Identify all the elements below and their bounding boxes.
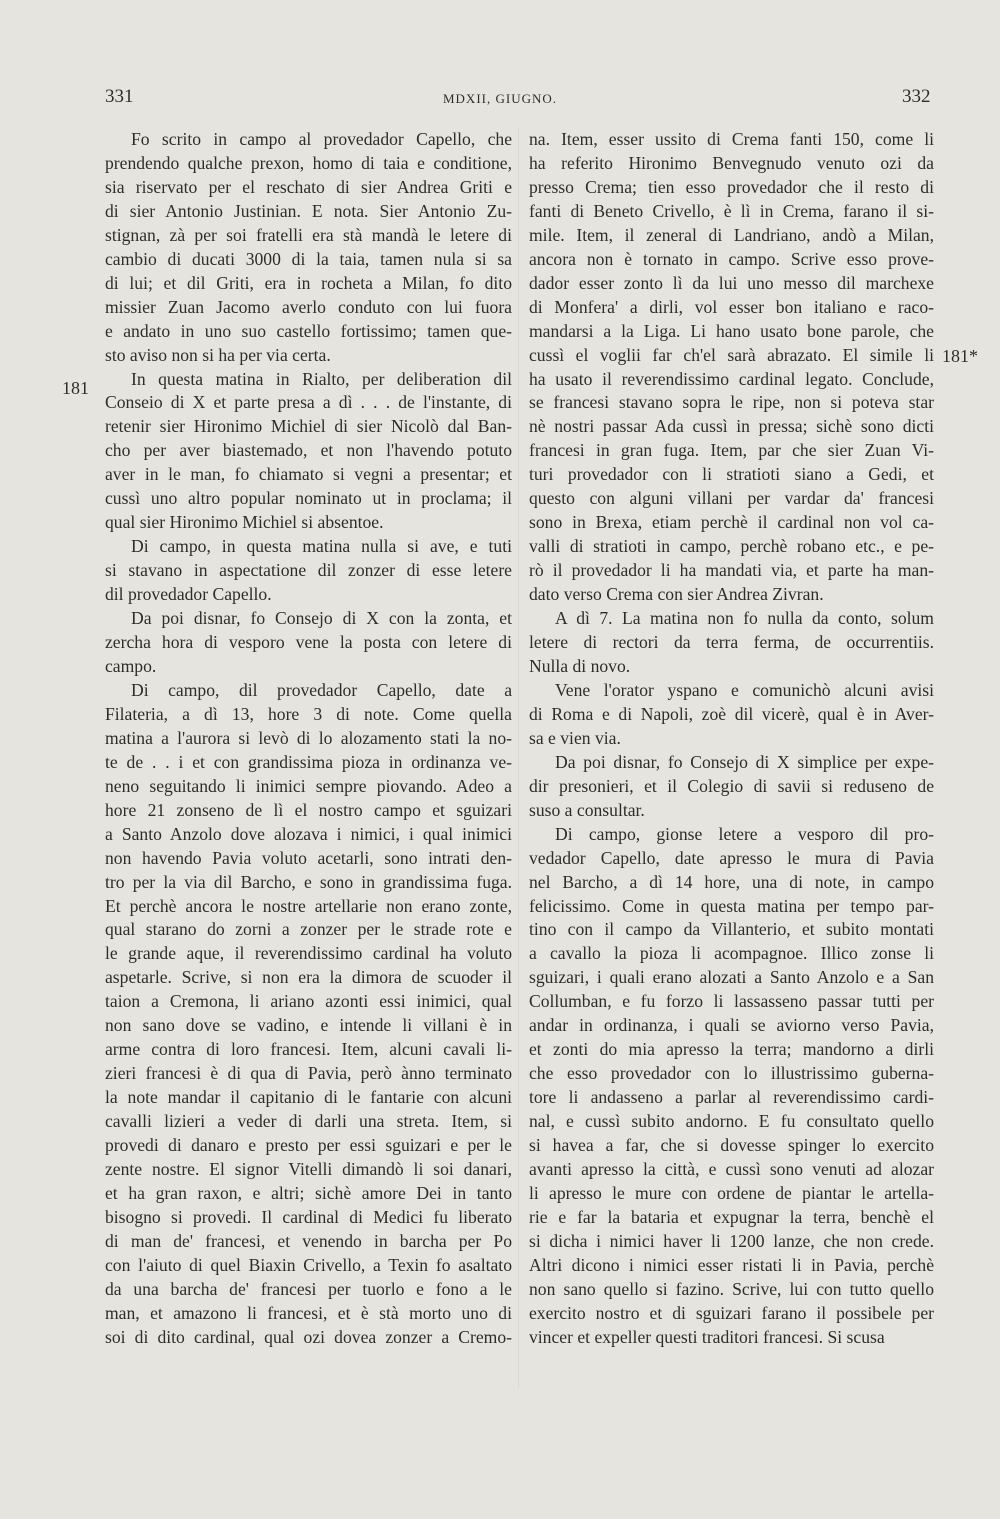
text-line: ha usato il reverendissimo cardinal legato. Conclude, xyxy=(529,368,934,389)
text-line: qual sier Hironimo Michiel si absentoe. xyxy=(105,512,384,533)
text-line: matina a l'aurora si levò di lo alozamento stati la no- xyxy=(105,727,512,748)
text-line: a Santo Anzolo dove alozava i nimici, i qual inimici xyxy=(105,823,512,844)
text-line: campo. xyxy=(105,655,157,676)
text-line: dato verso Crema con sier Andrea Zivran. xyxy=(529,584,824,605)
margin-note-right: 181* xyxy=(942,346,978,366)
text-line: Altri dicono i nimici esser ristati li in Pavia, perchè xyxy=(529,1254,934,1275)
text-line: rie e far la bataria et expugnar la terra, benchè el xyxy=(529,1206,934,1227)
text-line: vincer et expeller questi traditori francesi. Si scusa xyxy=(529,1326,885,1347)
text-line: tino con il campo da Villanterio, et subito montati xyxy=(529,919,934,940)
text-line: francesi in gran fuga. Item, par che sier Zuan Vi- xyxy=(529,440,934,461)
text-line: cavalli lizieri a veder di darli una streta. Item, si xyxy=(105,1111,512,1132)
text-line: Di campo, in questa matina nulla si ave, e tuti xyxy=(131,536,512,557)
text-line: non sano dove se vadino, e intende li villani è in xyxy=(105,1015,512,1036)
text-line: non havendo Pavia voluto acetarli, sono intrati den- xyxy=(105,847,512,868)
text-line: et ha gran raxon, e altri; sichè amore Dei in tanto xyxy=(105,1182,512,1203)
text-line: di Monfera' a dirli, vol esser bon italiano e raco- xyxy=(529,296,934,317)
text-line: mandarsi a la Liga. Li hano usato bone parole, che xyxy=(529,320,934,341)
text-line: exercito nostro et di sguizari farano il possibele per xyxy=(529,1302,934,1323)
text-line: In questa matina in Rialto, per deliberation dil xyxy=(131,368,512,389)
text-line: hore 21 zonseno de lì el nostro campo et sguizari xyxy=(105,799,512,820)
text-line: man, et amazono li francesi, et è stà morto uno di xyxy=(105,1302,512,1323)
text-line: sa e vien via. xyxy=(529,727,621,748)
text-line: non sano quello si fazino. Scrive, lui con tutto quello xyxy=(529,1278,934,1299)
text-line: aver in le man, fo chiamato si vegni a presentar; et xyxy=(105,464,512,485)
text-line: di man de' francesi, et venendo in barcha per Po xyxy=(105,1230,512,1251)
running-head: MDXII, GIUGNO. xyxy=(442,91,557,106)
text-line: nel Barcho, a dì 14 hore, una di note, in campo xyxy=(529,871,934,892)
text-line: ancora non è tornato in campo. Scrive esso prove- xyxy=(529,248,934,269)
text-line: si havea a far, che si dovesse spinger lo exercito xyxy=(529,1135,934,1156)
text-line: arme contra di loro francesi. Item, alcuni cavali li- xyxy=(105,1039,512,1060)
text-line: letere di rectori da terra ferma, de occurrentiis. xyxy=(529,632,934,653)
text-line: Di campo, gionse letere a vesporo dil pro- xyxy=(555,823,934,844)
text-line: Filateria, a dì 13, hore 3 di note. Come quella xyxy=(105,703,512,724)
text-line: cussì el voglii far ch'el sarà abrazato. El simile li xyxy=(529,344,934,365)
text-line: di sier Antonio Justinian. E nota. Sier Antonio Zu- xyxy=(105,200,512,221)
text-line: li apresso le mure con ordene de piantar le artella- xyxy=(529,1182,934,1203)
text-line: Collumban, e fu forzo li lassasseno passar tutti per xyxy=(529,991,934,1012)
text-line: Da poi disnar, fo Consejo di X simplice per expe- xyxy=(555,751,934,772)
text-line: tro per la via dil Barcho, e sono in grandissima fuga. xyxy=(105,871,512,892)
text-line: felicissimo. Come in questa matina per tempo par- xyxy=(529,895,934,916)
text-line: na. Item, esser ussito di Crema fanti 150, come li xyxy=(529,129,934,149)
text-line: fanti di Beneto Crivello, è lì in Crema, farano il si- xyxy=(529,200,934,221)
text-line: di lui; et dil Griti, era in rocheta a Milan, fo dito xyxy=(105,272,512,293)
text-line: stignan, zà per soi fratelli era stà mandà le letere di xyxy=(105,224,512,245)
text-line: a cavallo la pioza li acompagnoe. Illico zonse li xyxy=(529,943,934,964)
text-line: Vene l'orator yspano e comunichò alcuni avisi xyxy=(555,679,934,700)
text-line: cussì uno altro popular nominato ut in proclama; il xyxy=(105,488,512,509)
text-line: le grande aque, il reverendissimo cardinal ha voluto xyxy=(105,943,512,964)
text-line: sguizari, i quali erano alozati a Santo Anzolo e a San xyxy=(529,967,934,988)
text-line: presso Crema; tien esso provedador che il resto di xyxy=(529,176,934,197)
text-line: Et perchè ancora le nostre artellarie non erano zonte, xyxy=(105,895,512,916)
text-line: Di campo, dil provedador Capello, date a xyxy=(131,679,512,700)
text-line: Da poi disnar, fo Consejo di X con la zonta, et xyxy=(131,608,512,629)
text-line: andar in ordinanza, i quali se aviorno verso Pavia, xyxy=(529,1015,934,1036)
text-line: suso a consultar. xyxy=(529,799,645,820)
text-line: retenir sier Hironimo Michiel di sier Nicolò dal Ban- xyxy=(105,416,512,437)
page-number-left: 331 xyxy=(105,86,134,107)
text-line: dil provedador Capello. xyxy=(105,584,272,605)
text-line: se francesi stavano sopra le ripe, non si poteva star xyxy=(529,392,934,413)
text-line: zieri francesi è di qua di Pavia, però ànno terminato xyxy=(105,1063,512,1084)
text-line: nè nostri passar Ada cussì in pressa; sichè sono dicti xyxy=(529,416,934,437)
text-line: tore li andasseno a parlar al reverendissimo cardi- xyxy=(529,1087,934,1108)
text-line: zente nostre. El signor Vitelli dimandò li soi danari, xyxy=(105,1158,512,1179)
text-line: A dì 7. La matina non fo nulla da conto, solum xyxy=(555,608,934,629)
text-line: et zonti do mia apresso la terra; mandorno a dirli xyxy=(529,1039,934,1060)
text-line: prendendo qualche prexon, homo di taia e conditione, xyxy=(105,152,512,173)
text-line: rò il provedador li ha mandati via, et parte ha man- xyxy=(529,560,934,581)
text-line: turi provedador con li stratioti siano a Gedi, et xyxy=(529,464,934,485)
text-line: te de . . i et con grandissima pioza in ordinanza ve- xyxy=(105,751,512,772)
text-line: cambio di ducati 3000 di la taia, tamen nula si sa xyxy=(105,248,512,269)
text-line: sono in Brexa, etiam perchè il cardinal non vol ca- xyxy=(529,512,934,533)
text-line: nal, e cussì subito andorno. E fu consultato quello xyxy=(529,1111,934,1132)
text-line: Conseio di X et parte presa a dì . . . de l'instante, di xyxy=(105,392,512,413)
text-line: da una barcha de' francesi per tuorlo e fono a le xyxy=(105,1278,512,1299)
text-line: missier Zuan Jacomo averlo conduto con lui fuora xyxy=(105,296,512,317)
right-column xyxy=(529,128,934,1350)
text-line: provedi di danaro e presto per essi sguizari e per le xyxy=(105,1135,512,1156)
text-line: qual starano do zorni a zonzer per le strade rote e xyxy=(105,919,512,940)
text-line: ha referito Hironimo Benvegnudo venuto ozi da xyxy=(529,152,934,173)
text-line: Nulla di novo. xyxy=(529,655,631,676)
text-line: vedador Capello, date apresso le mura di Pavia xyxy=(529,847,934,868)
text-line: bisogno si provedi. Il cardinal di Medici fu liberato xyxy=(105,1206,512,1227)
text-line: dir presonieri, et il Colegio di savii si reduseno de xyxy=(529,775,934,796)
text-line: neno seguitando li inimici sempre piovando. Adeo a xyxy=(105,775,512,796)
text-line: mile. Item, il zeneral di Landriano, andò a Milan, xyxy=(529,224,934,245)
text-line: aspetarle. Scrive, si non era la dimora de scuoder il xyxy=(105,967,512,988)
text-line: sto aviso non si ha per via certa. xyxy=(105,344,331,365)
page-number-right: 332 xyxy=(902,86,931,107)
text-line: valli di stratioti in campo, perchè robano etc., e pe- xyxy=(529,536,934,557)
text-line: avanti apresso la città, e cussì sono venuti ad alozar xyxy=(529,1158,934,1179)
text-line: che esso provedador con lo illustrissimo guberna- xyxy=(529,1063,934,1084)
left-column xyxy=(105,128,512,1350)
text-line: e andato in uno suo castello fortissimo; tamen que- xyxy=(105,320,512,341)
text-line: taion a Cremona, li ariano azonti essi inimici, qual xyxy=(105,991,512,1012)
text-line: sia riservato per el reschato di sier Andrea Griti e xyxy=(105,176,512,197)
column-divider xyxy=(518,128,519,1388)
text-line: dador esser zonto lì da lui uno messo dil marchexe xyxy=(529,272,934,293)
text-line: Fo scrito in campo al provedador Capello, che xyxy=(131,129,512,149)
text-line: di Roma e di Napoli, zoè dil vicerè, qual è in Aver- xyxy=(529,703,934,724)
text-line: la note mandar il capitanio di le fantarie con alcuni xyxy=(105,1087,512,1108)
text-line: cho per aver biastemado, et non l'havendo potuto xyxy=(105,440,512,461)
text-line: questo con alguni villani per vardar da' francesi xyxy=(529,488,934,509)
text-line: si stavano in aspectatione dil zonzer di esse letere xyxy=(105,560,512,581)
text-line: zercha hora di vesporo vene la posta con letere di xyxy=(105,632,512,653)
margin-note-left: 181 xyxy=(62,378,89,398)
text-line: soi di dito cardinal, qual ozi dovea zonzer a Cremo- xyxy=(105,1326,512,1347)
text-line: con l'aiuto di quel Biaxin Crivello, a Texin fo asaltato xyxy=(105,1254,512,1275)
text-line: si dicha i nimici haver li 1200 lanze, che non crede. xyxy=(529,1230,934,1251)
